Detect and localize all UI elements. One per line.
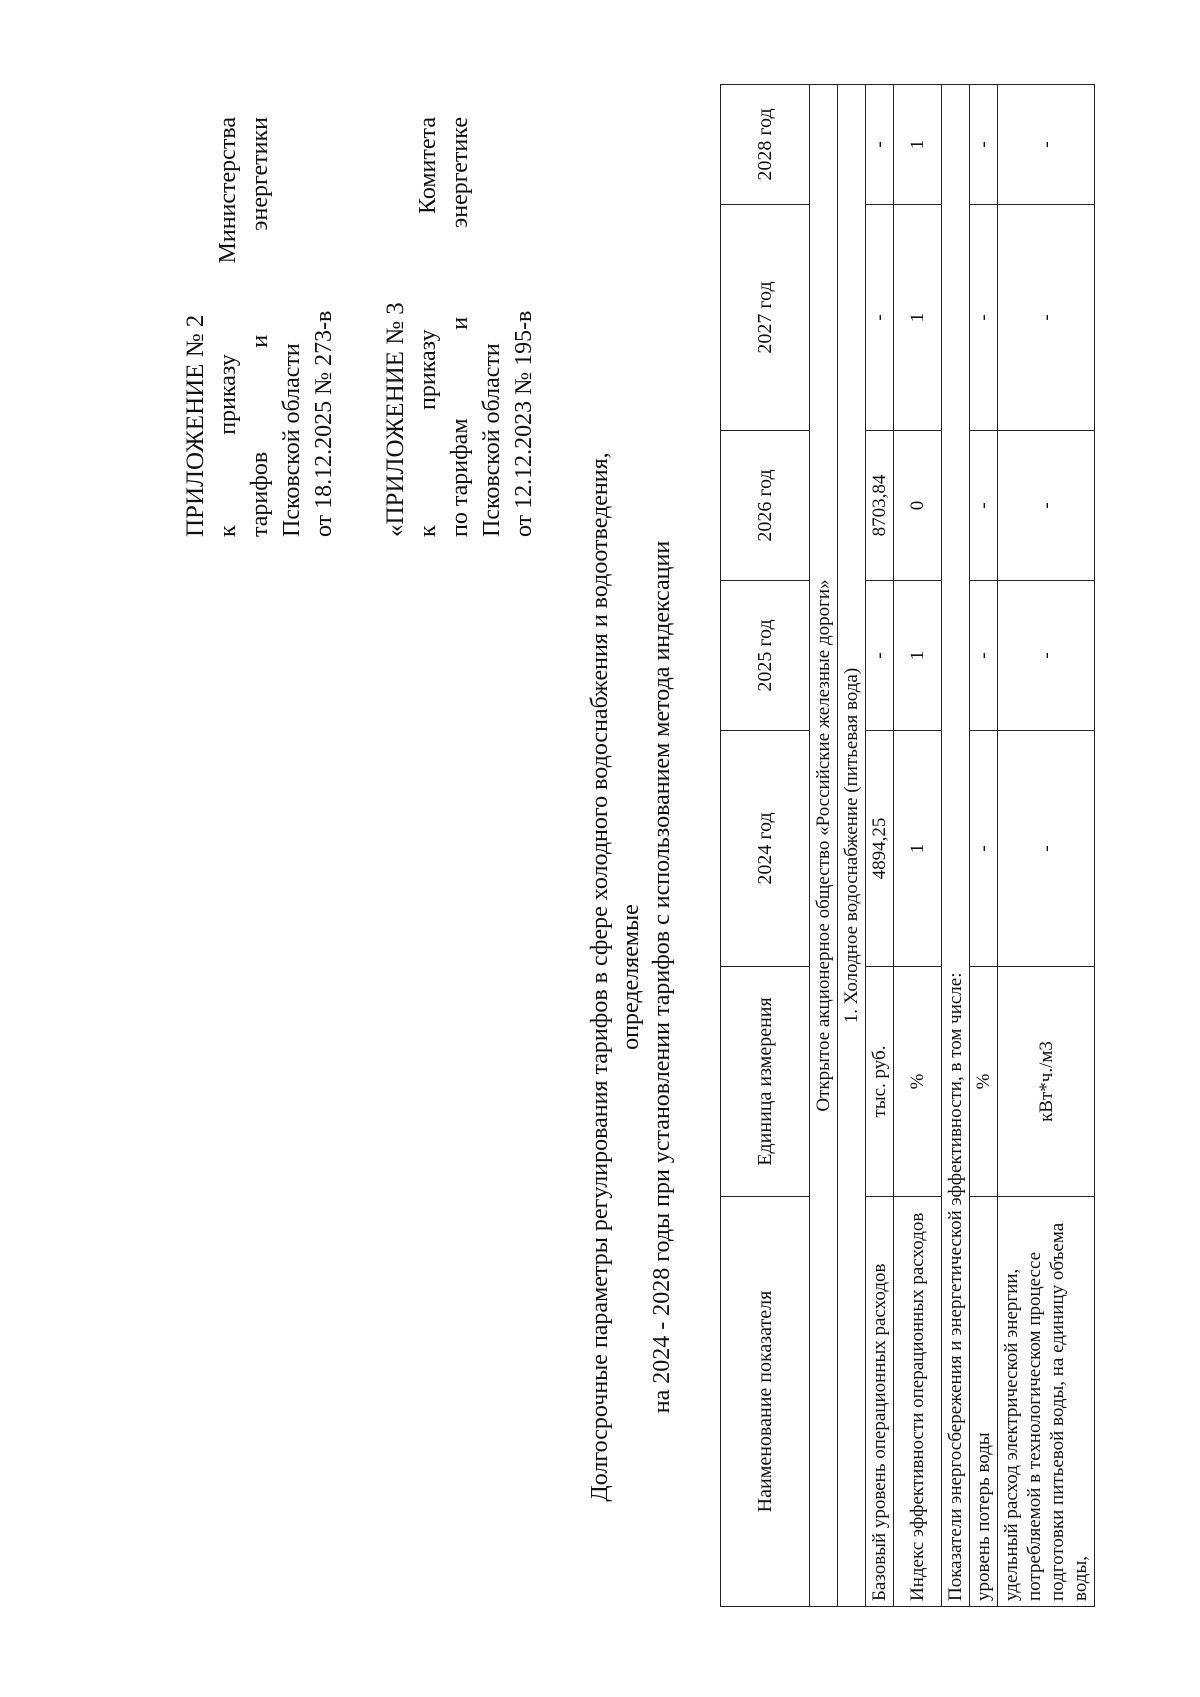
header-name: Наименование показателя: [721, 1197, 810, 1607]
header-2024: 2024 год: [721, 731, 810, 967]
row-specific-energy-unit: кВт*ч./м3: [998, 967, 1095, 1197]
appendix-current-line4: от 18.12.2025 № 273-в: [311, 310, 337, 537]
row-base-level-2027: -: [866, 205, 894, 431]
table-row-section: [838, 85, 866, 1607]
row-base-level-unit: тыс. руб.: [866, 967, 894, 1197]
appendix-previous-block: [380, 117, 540, 537]
appendix-current-line2-word3: энергетики: [247, 117, 273, 231]
document-title-line3: на 2024 - 2028 годы при установлении тарифов с использованием метода индексации: [649, 540, 675, 1414]
table-row-energy-header: [942, 85, 970, 1607]
appendix-current-line2-word1: тарифов: [247, 451, 273, 537]
row-water-loss-name: уровень потерь воды: [970, 1197, 998, 1607]
row-base-level-2024: 4894,25: [866, 731, 894, 967]
row-efficiency-index-2024: 1: [894, 731, 942, 967]
table-header-row: [721, 85, 810, 1607]
row-specific-energy-2026: -: [998, 431, 1095, 581]
row-water-loss-2024: -: [970, 731, 998, 967]
appendix-previous-line1-word3: Комитета: [415, 117, 441, 214]
table-row: [866, 85, 894, 1607]
document-title-line1: Долгосрочные параметры регулирования тарифов в сфере холодного водоснабжения и водоотведения,: [587, 452, 613, 1502]
appendix-current-block: [180, 117, 340, 537]
appendix-current-line3: Псковской области: [279, 343, 305, 537]
appendix-previous-line2: [444, 117, 476, 537]
organization-cell: Открытое акционерное общество «Российские железные дороги»: [810, 85, 838, 1607]
row-specific-energy-2025: -: [998, 581, 1095, 731]
row-base-level-name: Базовый уровень операционных расходов: [866, 1197, 894, 1607]
appendix-previous-line3: Псковской области: [479, 343, 505, 537]
document-title: [585, 357, 678, 1597]
appendix-current-line2: [244, 117, 276, 537]
row-specific-energy-2027: -: [998, 205, 1095, 431]
table-row-organization: [810, 85, 838, 1607]
appendix-previous-line1-word1: к: [415, 525, 441, 537]
energy-header-cell: Показатели энергосбережения и энергетической эффективности, в том числе:: [942, 85, 970, 1607]
row-water-loss-2025: -: [970, 581, 998, 731]
row-efficiency-index-2027: 1: [894, 205, 942, 431]
row-base-level-2028: -: [866, 85, 894, 205]
appendix-previous-line2-word1: по тарифам: [447, 418, 473, 537]
table-row: [894, 85, 942, 1607]
tariff-parameters-table: [720, 84, 1095, 1607]
header-2028: 2028 год: [721, 85, 810, 205]
row-base-level-2025: -: [866, 581, 894, 731]
row-efficiency-index-2028: 1: [894, 85, 942, 205]
appendix-previous-line1: [412, 117, 444, 537]
header-2025: 2025 год: [721, 581, 810, 731]
header-2026: 2026 год: [721, 431, 810, 581]
row-efficiency-index-2025: 1: [894, 581, 942, 731]
document-title-line2: определяемые: [618, 904, 644, 1050]
row-specific-energy-name: удельный расход электрической энергии, потребляемой в технологическом процессе подготовки питьевой воды, на единицу объема воды,: [998, 1197, 1095, 1607]
header-unit: Единица измерения: [721, 967, 810, 1197]
appendix-previous-line2-word3: энергетике: [447, 117, 473, 229]
row-water-loss-2026: -: [970, 431, 998, 581]
row-water-loss-2028: -: [970, 85, 998, 205]
row-base-level-2026: 8703,84: [866, 431, 894, 581]
table-row: [998, 85, 1095, 1607]
appendix-current-line1-word2: приказу: [215, 354, 241, 435]
section-cell: 1. Холодное водоснабжение (питьевая вода): [838, 85, 866, 1607]
appendix-previous-line2-word2: и: [447, 316, 473, 330]
table-row: [970, 85, 998, 1607]
appendix-previous-line4: от 12.12.2023 № 195-в: [511, 310, 537, 537]
header-2027: 2027 год: [721, 205, 810, 431]
row-specific-energy-2024: -: [998, 731, 1095, 967]
row-efficiency-index-unit: %: [894, 967, 942, 1197]
appendix-current-line1-word3: Министерства: [215, 117, 241, 264]
appendix-current-line1-word1: к: [215, 525, 241, 537]
appendix-current-line2-word2: и: [247, 334, 273, 348]
appendix-current-line1: [212, 117, 244, 537]
row-specific-energy-2028: -: [998, 85, 1095, 205]
row-efficiency-index-name: Индекс эффективности операционных расходов: [894, 1197, 942, 1607]
appendix-previous-title: «ПРИЛОЖЕНИЕ № 3: [382, 302, 409, 537]
appendix-current-title: ПРИЛОЖЕНИЕ № 2: [182, 314, 209, 537]
appendix-previous-line1-word2: приказу: [415, 329, 441, 410]
row-water-loss-unit: %: [970, 967, 998, 1197]
row-efficiency-index-2026: 0: [894, 431, 942, 581]
row-water-loss-2027: -: [970, 205, 998, 431]
